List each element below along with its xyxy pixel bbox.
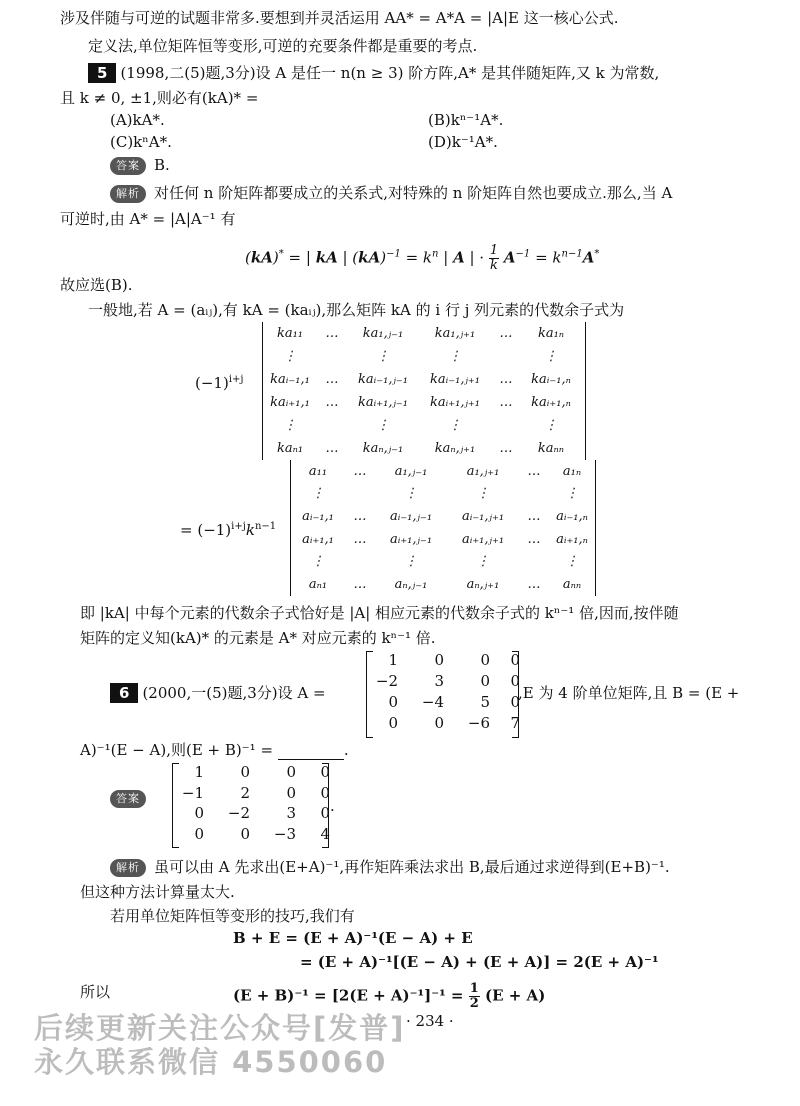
determinant-cell: … xyxy=(527,463,541,479)
determinant-cell: aᵢ₋₁,ⱼ₋₁ xyxy=(389,508,433,524)
matrix-cell: 0 xyxy=(480,672,490,690)
determinant-cell: a₁ₙ xyxy=(562,463,582,479)
technique-line: 若用单位矩阵恒等变形的技巧,我们有 xyxy=(110,907,355,925)
determinant-cell: ⋮ xyxy=(544,349,558,364)
determinant-cell: ka₁₁ xyxy=(276,326,304,341)
sign-factor: = $(-1)^{i+j}k^{n-1}$ xyxy=(180,521,277,539)
option-d: (D)k⁻¹A*. xyxy=(428,133,498,151)
matrix-cell: 0 xyxy=(194,824,204,843)
determinant-cell: aᵢ₋₁,ₙ xyxy=(556,508,588,524)
formula-kA-adjoint: (kA)* = | kA | $(kA)^{-1} = k^n$ | A | · $\frac{1}{k}$ $A^{-1} = k^{n-1}A^*$ xyxy=(245,243,600,273)
determinant-cell: aᵢ₊₁,ⱼ₋₁ xyxy=(389,531,433,547)
determinant-cell: kaₙₙ xyxy=(537,441,565,456)
matrix-cell: 5 xyxy=(480,693,490,711)
matrix-cell: 0 xyxy=(510,672,520,690)
determinant-cell: aₙ₁ xyxy=(308,576,328,592)
determinant-cell: ⋮ xyxy=(311,554,325,570)
determinant-cell: kaₙ,ⱼ₋₁ xyxy=(362,441,404,456)
analysis-badge: 解析 xyxy=(110,185,146,203)
determinant-cell: … xyxy=(499,326,513,341)
determinant-cell: aᵢ₊₁,ⱼ₊₁ xyxy=(461,531,505,547)
determinant-cell: ⋮ xyxy=(311,486,325,502)
determinant-cell: ka₁ₙ xyxy=(537,326,565,341)
determinant-cell: … xyxy=(353,508,367,524)
determinant-cell: … xyxy=(325,395,339,410)
determinant-cell: ka₁,ⱼ₋₁ xyxy=(362,326,404,341)
general-statement: 一般地,若 A = (aᵢⱼ),有 kA = (kaᵢⱼ),那么矩阵 kA 的 i 行 j 列元素的代数余子式为 xyxy=(88,301,625,319)
matrix-cell: −2 xyxy=(227,804,250,822)
answer-matrix xyxy=(176,763,336,845)
matrix-cell: −4 xyxy=(421,693,444,711)
determinant-cell: … xyxy=(353,576,367,592)
determinant-cell: ⋮ xyxy=(404,554,418,570)
matrix-cell: 0 xyxy=(240,824,250,843)
matrix-A xyxy=(370,651,526,735)
determinant-cell: ⋮ xyxy=(404,486,418,502)
determinant-cell: ⋮ xyxy=(565,554,579,570)
matrix-cell: 0 xyxy=(510,651,520,669)
determinant-kA xyxy=(262,322,586,460)
problem-stem: 且 k ≠ 0, ±1,则必有(kA)* = xyxy=(60,89,259,107)
matrix-cell: 0 xyxy=(240,763,250,781)
determinant-cell: ⋮ xyxy=(376,418,390,433)
determinant-cell: … xyxy=(353,463,367,479)
problem5-heading xyxy=(88,63,659,83)
analysis-text: 虽可以由 A 先求出(E+A)⁻¹,再作矩阵乘法求出 B,最后通过求逆得到(E+B)⁻¹. xyxy=(154,858,670,876)
determinant-cell: aᵢ₋₁,ⱼ₊₁ xyxy=(461,508,505,524)
determinant-cell: … xyxy=(527,576,541,592)
matrix-cell: −6 xyxy=(467,714,490,732)
problem-source: (1998,二(5)题,3分) xyxy=(120,64,256,82)
option-c: (C)kⁿA*. xyxy=(110,133,172,151)
matrix-cell: 2 xyxy=(240,783,250,802)
determinant-cell: aᵢ₊₁,ₙ xyxy=(556,531,588,547)
determinant-cell: kaᵢ₊₁,ⱼ₊₁ xyxy=(430,395,480,410)
matrix-cell: 0 xyxy=(286,763,296,781)
matrix-cell: −2 xyxy=(375,672,398,690)
determinant-cell: … xyxy=(499,441,513,456)
determinant-cell: ⋮ xyxy=(544,418,558,433)
determinant-cell: a₁₁ xyxy=(308,463,328,479)
determinant-cell: … xyxy=(499,372,513,387)
answer-badge: 答案 xyxy=(110,157,146,175)
answer-row xyxy=(110,788,154,808)
matrix-bracket-right xyxy=(322,763,329,848)
answer-badge: 答案 xyxy=(110,790,146,808)
answer-text: B. xyxy=(154,156,170,174)
answer-blank xyxy=(278,745,344,760)
matrix-cell: 0 xyxy=(286,783,296,802)
determinant-cell: ⋮ xyxy=(476,486,490,502)
analysis-text: 对任何 n 阶矩阵都要成立的关系式,对特殊的 n 阶矩阵自然也要成立.那么,当 A xyxy=(154,184,673,202)
problem-stem: A)⁻¹(E − A),则(E + B)⁻¹ = . xyxy=(80,741,349,759)
matrix-cell: 3 xyxy=(434,672,444,690)
determinant-cell: kaᵢ₊₁,₁ xyxy=(270,395,310,410)
analysis-row xyxy=(110,857,670,877)
problem6-heading xyxy=(110,683,326,703)
determinant-cell: … xyxy=(527,531,541,547)
determinant-A xyxy=(290,460,596,596)
problem-source: (2000,一(5)题,3分) xyxy=(142,684,278,702)
option-a: (A)kA*. xyxy=(110,111,165,129)
determinant-cell: … xyxy=(325,326,339,341)
determinant-cell: … xyxy=(499,395,513,410)
problem-stem: 设 A 是任一 n(n ≥ 3) 阶方阵,A* 是其伴随矩阵,又 k 为常数, xyxy=(255,64,660,82)
closing-text: 即 |kA| 中每个元素的代数余子式恰好是 |A| 相应元素的代数余子式的 kⁿ⁻¹ 倍,因而,按伴随 xyxy=(80,604,679,622)
option-b: (B)kⁿ⁻¹A*. xyxy=(428,111,504,129)
determinant-cell: aₙ,ⱼ₋₁ xyxy=(394,576,428,592)
answer-end: . xyxy=(330,797,335,815)
determinant-cell: ⋮ xyxy=(565,486,579,502)
determinant-cell: ⋮ xyxy=(283,418,297,433)
determinant-cell: ka₁,ⱼ₊₁ xyxy=(434,326,476,341)
matrix-cell: 3 xyxy=(286,804,296,822)
determinant-cell: kaᵢ₋₁,ₙ xyxy=(531,372,571,387)
watermark-line: 后续更新关注公众号[发普] xyxy=(34,1011,406,1045)
fraction: $\frac{1}{k}$ xyxy=(489,243,499,273)
matrix-cell: 0 xyxy=(388,693,398,711)
matrix-cell: −3 xyxy=(273,824,296,843)
so-label: 所以 xyxy=(80,983,111,1001)
problem-stem: ,E 为 4 阶单位矩阵,且 B = (E + xyxy=(518,684,740,702)
equation: (E + B)⁻¹ = [2(E + A)⁻¹]⁻¹ = $\frac{1}{2}$ (E + A) xyxy=(233,981,546,1011)
analysis-badge: 解析 xyxy=(110,859,146,877)
problem-number-box: 6 xyxy=(110,683,138,703)
determinant-cell: … xyxy=(527,508,541,524)
determinant-cell: … xyxy=(325,441,339,456)
determinant-cell: a₁,ⱼ₊₁ xyxy=(466,463,500,479)
matrix-cell: 1 xyxy=(388,651,398,669)
equation: = (E + A)⁻¹[(E − A) + (E + A)] = 2(E + A)⁻¹ xyxy=(300,953,659,971)
determinant-cell: ⋮ xyxy=(283,349,297,364)
determinant-cell: a₁,ⱼ₋₁ xyxy=(394,463,428,479)
intro-line: 涉及伴随与可逆的试题非常多.要想到并灵活运用 AA* = A*A = |A|E 这一核心公式. xyxy=(60,9,619,27)
closing-text: 矩阵的定义知(kA)* 的元素是 A* 对应元素的 kⁿ⁻¹ 倍. xyxy=(80,629,436,647)
page-number: · 234 · xyxy=(406,1012,454,1030)
determinant-cell: kaᵢ₋₁,ⱼ₋₁ xyxy=(358,372,408,387)
equation: B + E = (E + A)⁻¹(E − A) + E xyxy=(233,929,473,947)
fraction: $\frac{1}{2}$ xyxy=(469,981,479,1011)
determinant-cell: aᵢ₋₁,₁ xyxy=(302,508,334,524)
matrix-cell: 0 xyxy=(194,804,204,822)
matrix-cell: 0 xyxy=(434,651,444,669)
determinant-cell: ⋮ xyxy=(448,418,462,433)
determinant-cell: … xyxy=(353,531,367,547)
matrix-cell: −1 xyxy=(181,783,204,802)
determinant-cell: kaₙ,ⱼ₊₁ xyxy=(434,441,476,456)
conclusion: 故应选(B). xyxy=(60,276,133,294)
problem-stem: 设 A = xyxy=(277,684,326,702)
analysis-text: 可逆时,由 A* = |A|A⁻¹ 有 xyxy=(60,210,236,228)
determinant-cell: aₙ,ⱼ₊₁ xyxy=(466,576,500,592)
answer-row xyxy=(110,155,170,175)
matrix-cell: 0 xyxy=(510,693,520,711)
determinant-cell: kaᵢ₊₁,ⱼ₋₁ xyxy=(358,395,408,410)
matrix-cell: 0 xyxy=(320,783,330,802)
analysis-row xyxy=(110,183,672,203)
determinant-cell: ⋮ xyxy=(376,349,390,364)
matrix-cell: 7 xyxy=(510,714,520,732)
matrix-cell: 0 xyxy=(320,804,330,822)
matrix-cell: 0 xyxy=(434,714,444,732)
determinant-cell: kaᵢ₊₁,ₙ xyxy=(531,395,571,410)
determinant-cell: kaₙ₁ xyxy=(276,441,304,456)
determinant-cell: kaᵢ₋₁,₁ xyxy=(270,372,310,387)
matrix-cell: 0 xyxy=(320,763,330,781)
matrix-cell: 0 xyxy=(388,714,398,732)
matrix-cell: 0 xyxy=(480,651,490,669)
sign-factor: $(-1)^{i+j}$ xyxy=(195,374,244,392)
determinant-cell: … xyxy=(325,372,339,387)
problem-number-box: 5 xyxy=(88,63,116,83)
matrix-cell: 1 xyxy=(194,763,204,781)
determinant-cell: aₙₙ xyxy=(562,576,582,592)
determinant-cell: aᵢ₊₁,₁ xyxy=(302,531,334,547)
analysis-text: 但这种方法计算量太大. xyxy=(80,883,235,901)
determinant-cell: ⋮ xyxy=(476,554,490,570)
watermark-line: 永久联系微信 4550060 xyxy=(34,1045,388,1079)
determinant-cell: ⋮ xyxy=(448,349,462,364)
matrix-cell: 4 xyxy=(320,824,330,843)
determinant-cell: kaᵢ₋₁,ⱼ₊₁ xyxy=(430,372,480,387)
intro-line: 定义法,单位矩阵恒等变形,可逆的充要条件都是重要的考点. xyxy=(88,37,478,55)
